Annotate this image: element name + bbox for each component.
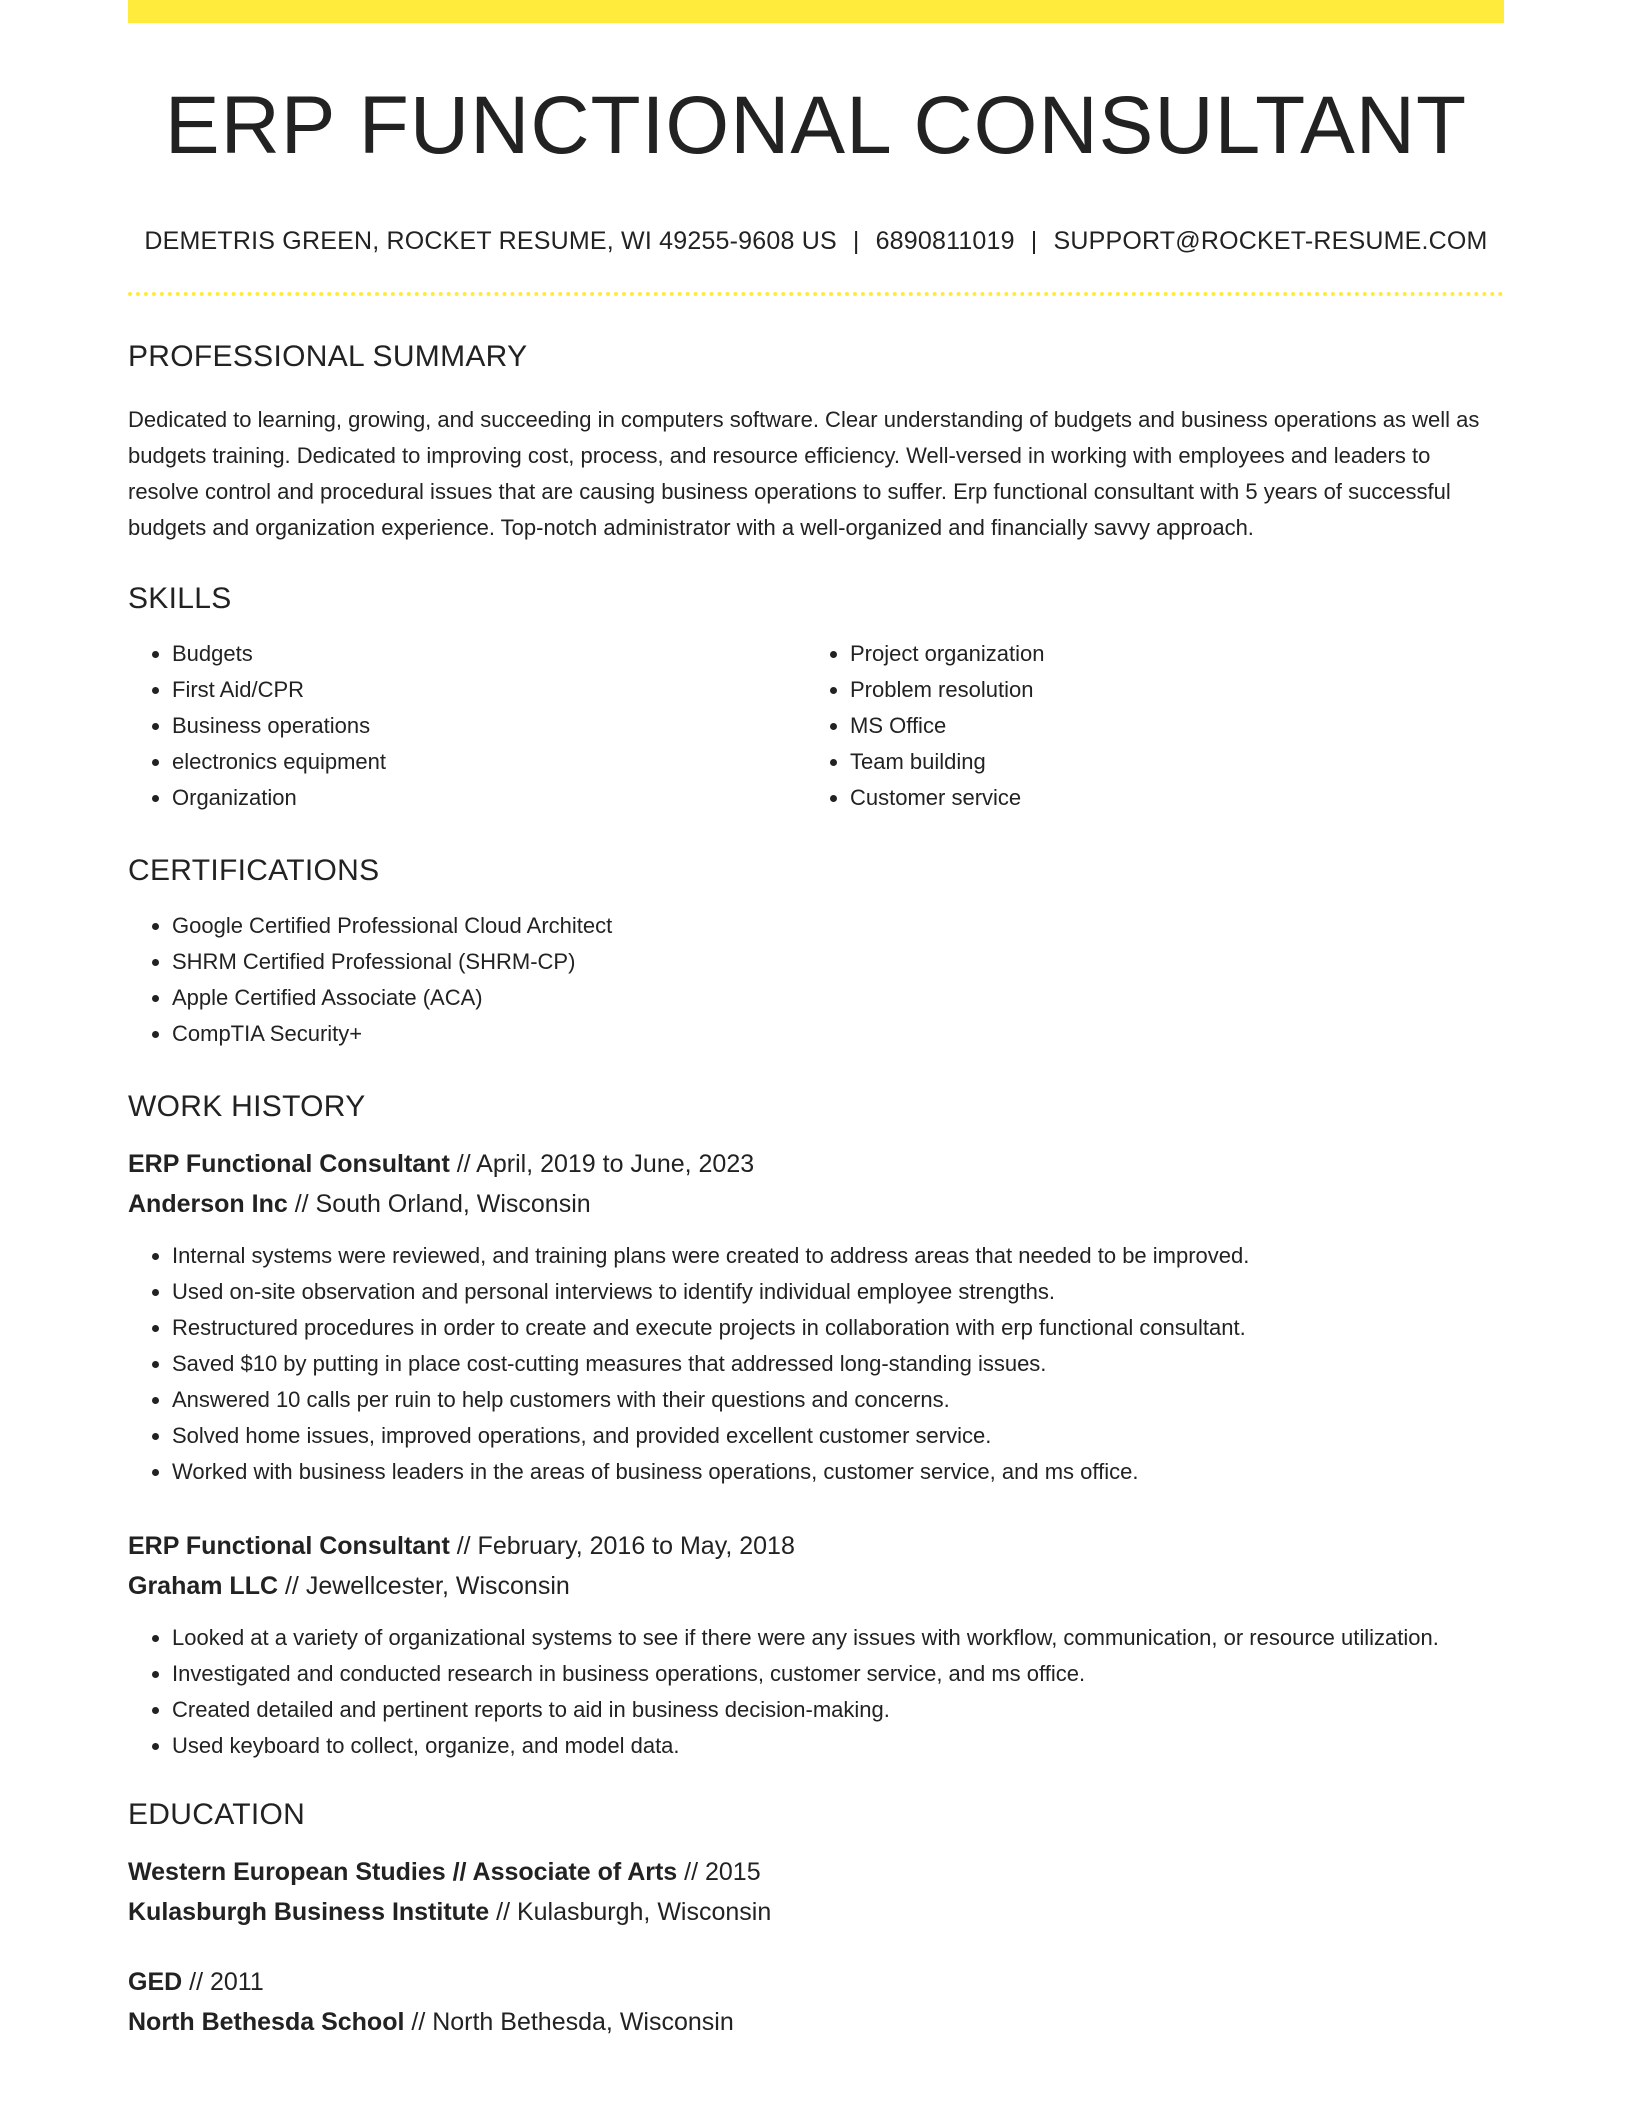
job-location: // South Orland, Wisconsin — [287, 1190, 591, 1218]
top-accent-bar — [128, 0, 1504, 23]
education-degree: GED — [128, 1968, 183, 1996]
job-title-line — [128, 1526, 1504, 1566]
education-location: // Kulasburgh, Wisconsin — [489, 1898, 772, 1926]
education-section — [128, 1800, 1504, 2042]
certifications-list — [128, 908, 1504, 1052]
skill-item: • Customer service — [850, 780, 1484, 816]
job-bullet: • Used on-site observation and personal interviews to identify individual employee strengths. — [172, 1274, 1504, 1310]
skill-item: • Team building — [850, 744, 1484, 780]
job-bullets — [128, 1620, 1504, 1764]
education-school-line — [128, 1892, 1504, 1932]
resume-page — [128, 0, 1504, 2042]
job-title: ERP Functional Consultant — [128, 1150, 450, 1178]
job-bullet: • Worked with business leaders in the areas of business operations, customer service, and ms office. — [172, 1454, 1504, 1490]
education-entry — [128, 1962, 1504, 2042]
job-company-line — [128, 1184, 1504, 1224]
summary-text: Dedicated to learning, growing, and succeeding in computers software. Clear understanding of budgets and business operations as well as budgets training. Dedicated to improving cost, process, and resource efficiency. Well-versed in working with employees and leaders to resolve control and procedural issues that are causing business operations to suffer. Erp functional consultant with 5 years of successful budgets and organization experience. Top-notch administrator with a well-organized and financially savvy approach. — [128, 407, 1480, 540]
certification-item: • Apple Certified Associate (ACA) — [172, 980, 1504, 1016]
certification-item: • Google Certified Professional Cloud Architect — [172, 908, 1504, 944]
job-company-line — [128, 1566, 1504, 1606]
contact-phone[interactable]: 6890811019 — [875, 227, 1015, 255]
contact-separator: | — [852, 227, 860, 255]
skills-grid — [128, 636, 1504, 816]
job-bullet: • Looked at a variety of organizational systems to see if there were any issues with workflow, communication, or resource utilization. — [172, 1620, 1504, 1656]
job-bullet: • Answered 10 calls per ruin to help customers with their questions and concerns. — [172, 1382, 1504, 1418]
skill-item: • MS Office — [850, 708, 1484, 744]
job-bullet: • Investigated and conducted research in business operations, customer service, and ms office. — [172, 1656, 1504, 1692]
contact-address: DEMETRIS GREEN, ROCKET RESUME, WI 49255-9608 US — [144, 227, 837, 255]
education-school-line — [128, 2002, 1504, 2042]
summary-section — [128, 342, 1504, 546]
skills-heading: SKILLS — [128, 582, 232, 615]
skill-item: • Budgets — [172, 636, 806, 672]
job-bullet: • Solved home issues, improved operations, and provided excellent customer service. — [172, 1418, 1504, 1454]
job-company: Anderson Inc — [128, 1190, 288, 1218]
contact-line — [128, 229, 1504, 254]
job-entry — [128, 1526, 1504, 1764]
job-bullet: • Used keyboard to collect, organize, and model data. — [172, 1728, 1504, 1764]
education-degree-line — [128, 1852, 1504, 1892]
contact-email[interactable]: SUPPORT@ROCKET-RESUME.COM — [1053, 227, 1488, 255]
summary-heading: PROFESSIONAL SUMMARY — [128, 340, 528, 373]
job-title-line — [128, 1144, 1504, 1184]
education-year: // 2015 — [677, 1858, 761, 1886]
job-bullets — [128, 1238, 1504, 1490]
skill-item: • Project organization — [850, 636, 1484, 672]
skill-item: • First Aid/CPR — [172, 672, 806, 708]
work-history-section — [128, 1092, 1504, 1764]
skills-list-right — [806, 636, 1484, 816]
work-history-heading: WORK HISTORY — [128, 1090, 366, 1123]
certifications-section — [128, 856, 1504, 1052]
education-location: // North Bethesda, Wisconsin — [404, 2008, 734, 2036]
job-location: // Jewellcester, Wisconsin — [278, 1572, 570, 1600]
job-company: Graham LLC — [128, 1572, 279, 1600]
skill-item: • Business operations — [172, 708, 806, 744]
job-title: ERP Functional Consultant — [128, 1532, 450, 1560]
resume-title: ERP FUNCTIONAL CONSULTANT — [164, 80, 1468, 171]
job-dates: // February, 2016 to May, 2018 — [449, 1532, 795, 1560]
job-entry — [128, 1144, 1504, 1490]
certification-item: • SHRM Certified Professional (SHRM-CP) — [172, 944, 1504, 980]
header-divider — [128, 292, 1504, 296]
education-entry — [128, 1852, 1504, 1932]
skills-list-left — [128, 636, 806, 816]
skill-item: • electronics equipment — [172, 744, 806, 780]
education-school: North Bethesda School — [128, 2008, 405, 2036]
skills-section — [128, 584, 1504, 816]
education-degree-line — [128, 1962, 1504, 2002]
skill-item: • Problem resolution — [850, 672, 1484, 708]
job-bullet: • Internal systems were reviewed, and training plans were created to address areas that needed to be improved. — [172, 1238, 1504, 1274]
education-school: Kulasburgh Business Institute — [128, 1898, 490, 1926]
job-bullet: • Restructured procedures in order to create and execute projects in collaboration with erp functional consultant. — [172, 1310, 1504, 1346]
education-heading: EDUCATION — [128, 1798, 306, 1831]
education-degree: Western European Studies // Associate of Arts — [128, 1858, 678, 1886]
certifications-heading: CERTIFICATIONS — [128, 854, 380, 887]
skill-item: • Organization — [172, 780, 806, 816]
job-bullet: • Saved $10 by putting in place cost-cutting measures that addressed long-standing issues. — [172, 1346, 1504, 1382]
contact-separator: | — [1030, 227, 1038, 255]
job-dates: // April, 2019 to June, 2023 — [449, 1150, 755, 1178]
education-year: // 2011 — [182, 1968, 264, 1996]
job-bullet: • Created detailed and pertinent reports to aid in business decision-making. — [172, 1692, 1504, 1728]
certification-item: • CompTIA Security+ — [172, 1016, 1504, 1052]
